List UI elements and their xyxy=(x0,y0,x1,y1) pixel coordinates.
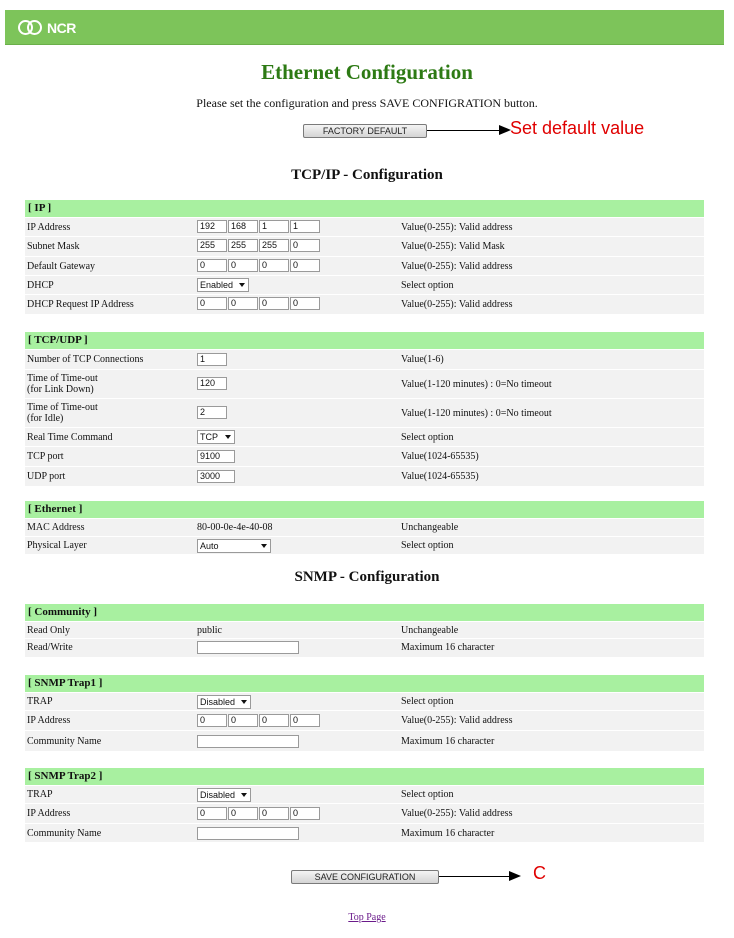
timeout-link-label-line2: (for Link Down) xyxy=(27,384,94,395)
trap1-ip-octet-4[interactable]: 0 xyxy=(290,714,320,727)
save-configuration-button[interactable]: SAVE CONFIGURATION xyxy=(291,870,439,884)
dhcp-select-value: Enabled xyxy=(200,280,234,290)
trap2-trap-value: Disabled xyxy=(200,790,236,800)
trap2-ip-fields xyxy=(197,807,320,820)
read-only-row xyxy=(25,621,704,638)
subnet-mask-octet-1[interactable]: 255 xyxy=(197,239,227,252)
subnet-mask-octet-4[interactable]: 0 xyxy=(290,239,320,252)
default-gateway-octet-1[interactable]: 0 xyxy=(197,259,227,272)
dhcp-desc: Select option xyxy=(401,280,454,291)
trap1-trap-value: Disabled xyxy=(200,697,236,707)
trap1-ip-label: IP Address xyxy=(27,715,71,726)
dhcp-request-label: DHCP Request IP Address xyxy=(27,299,134,310)
subnet-mask-row xyxy=(25,236,704,256)
realtime-command-select[interactable] xyxy=(197,430,235,444)
snmp-section-title: SNMP - Configuration xyxy=(294,569,440,585)
mac-address-value: 80-00-0e-4e-40-08 xyxy=(197,522,273,533)
trap1-community-label: Community Name xyxy=(27,736,102,747)
top-page-link[interactable]: Top Page xyxy=(348,912,386,923)
timeout-link-label xyxy=(27,373,98,395)
community-group-header: [ Community ] xyxy=(25,604,704,621)
timeout-idle-input[interactable]: 2 xyxy=(197,406,227,419)
trap1-trap-desc: Select option xyxy=(401,696,454,707)
trap1-trap-label: TRAP xyxy=(27,696,53,707)
tcpudp-group-header: [ TCP/UDP ] xyxy=(25,332,704,349)
ncr-logo-mark-icon xyxy=(18,19,44,37)
timeout-link-label-line1: Time of Time-out xyxy=(27,373,98,384)
snmp-trap2-group-header: [ SNMP Trap2 ] xyxy=(25,768,704,785)
ip-group xyxy=(25,200,704,314)
trap1-ip-octet-3[interactable]: 0 xyxy=(259,714,289,727)
udp-port-input[interactable]: 3000 xyxy=(197,470,235,483)
realtime-command-desc: Select option xyxy=(401,432,454,443)
trap2-ip-row xyxy=(25,803,704,823)
dhcp-request-desc: Value(0-255): Valid address xyxy=(401,299,513,310)
ncr-logo xyxy=(18,18,76,38)
trap2-ip-label: IP Address xyxy=(27,808,71,819)
trap2-ip-desc: Value(0-255): Valid address xyxy=(401,808,513,819)
read-write-label: Read/Write xyxy=(27,642,73,653)
chevron-down-icon xyxy=(225,435,231,439)
subnet-mask-octet-3[interactable]: 255 xyxy=(259,239,289,252)
default-gateway-fields xyxy=(197,259,320,272)
timeout-link-row xyxy=(25,369,704,398)
read-only-label: Read Only xyxy=(27,625,71,636)
tcp-port-label: TCP port xyxy=(27,451,64,462)
subnet-mask-label: Subnet Mask xyxy=(27,241,80,252)
ip-address-octet-3[interactable]: 1 xyxy=(259,220,289,233)
udp-port-label: UDP port xyxy=(27,471,66,482)
trap1-ip-octet-2[interactable]: 0 xyxy=(228,714,258,727)
ip-address-label: IP Address xyxy=(27,222,71,233)
timeout-idle-label xyxy=(27,402,98,424)
snmp-trap1-group xyxy=(25,675,704,751)
trap1-community-desc: Maximum 16 character xyxy=(401,736,495,747)
factory-default-button[interactable]: FACTORY DEFAULT xyxy=(303,124,427,138)
annotation-arrowhead-icon xyxy=(509,871,521,881)
trap2-trap-select[interactable] xyxy=(197,788,251,802)
dhcp-label: DHCP xyxy=(27,280,54,291)
trap1-trap-select[interactable] xyxy=(197,695,251,709)
ip-address-fields xyxy=(197,220,320,233)
read-only-desc: Unchangeable xyxy=(401,625,459,636)
mac-address-label: MAC Address xyxy=(27,522,85,533)
dhcp-request-row xyxy=(25,294,704,314)
chevron-down-icon xyxy=(261,544,267,548)
ethernet-group-header: [ Ethernet ] xyxy=(25,501,704,518)
tcp-port-input[interactable]: 9100 xyxy=(197,450,235,463)
subnet-mask-fields xyxy=(197,239,320,252)
header-bar xyxy=(5,10,724,45)
instructions-text: Please set the configuration and press SAVE CONFIGRATION button. xyxy=(196,96,538,110)
timeout-link-input[interactable]: 120 xyxy=(197,377,227,390)
chevron-down-icon xyxy=(239,283,245,287)
tcp-connections-label: Number of TCP Connections xyxy=(27,354,144,365)
tcp-connections-input[interactable]: 1 xyxy=(197,353,227,366)
trap1-community-input[interactable] xyxy=(197,735,299,748)
ip-address-row xyxy=(25,217,704,236)
default-gateway-octet-2[interactable]: 0 xyxy=(228,259,258,272)
default-gateway-octet-4[interactable]: 0 xyxy=(290,259,320,272)
dhcp-request-octet-1[interactable]: 0 xyxy=(197,297,227,310)
ncr-logo-text: NCR xyxy=(47,20,76,36)
dhcp-request-octet-4[interactable]: 0 xyxy=(290,297,320,310)
trap1-ip-fields xyxy=(197,714,320,727)
snmp-trap2-group xyxy=(25,768,704,842)
tcp-connections-desc: Value(1-6) xyxy=(401,354,444,365)
timeout-idle-desc: Value(1-120 minutes) : 0=No timeout xyxy=(401,408,552,419)
physical-layer-row xyxy=(25,536,704,554)
trap1-trap-row xyxy=(25,692,704,710)
ip-address-desc: Value(0-255): Valid address xyxy=(401,222,513,233)
trap1-community-row xyxy=(25,730,704,751)
dhcp-request-octet-3[interactable]: 0 xyxy=(259,297,289,310)
timeout-idle-label-line2: (for Idle) xyxy=(27,413,64,424)
annotation-arrow xyxy=(439,876,511,877)
trap2-trap-desc: Select option xyxy=(401,789,454,800)
community-group xyxy=(25,604,704,657)
mac-address-row xyxy=(25,518,704,536)
default-gateway-row xyxy=(25,256,704,275)
timeout-link-desc: Value(1-120 minutes) : 0=No timeout xyxy=(401,379,552,390)
ip-address-octet-1[interactable]: 192 xyxy=(197,220,227,233)
trap2-ip-octet-2[interactable]: 0 xyxy=(228,807,258,820)
udp-port-row xyxy=(25,466,704,486)
save-configuration-note: C xyxy=(533,863,546,883)
dhcp-select[interactable] xyxy=(197,278,249,292)
timeout-idle-label-line1: Time of Time-out xyxy=(27,402,98,413)
trap2-ip-octet-4[interactable]: 0 xyxy=(290,807,320,820)
ip-address-octet-2[interactable]: 168 xyxy=(228,220,258,233)
trap2-ip-octet-3[interactable]: 0 xyxy=(259,807,289,820)
trap2-community-input[interactable] xyxy=(197,827,299,840)
default-gateway-octet-3[interactable]: 0 xyxy=(259,259,289,272)
physical-layer-desc: Select option xyxy=(401,540,454,551)
ip-group-header: [ IP ] xyxy=(25,200,704,217)
physical-layer-label: Physical Layer xyxy=(27,540,87,551)
read-only-value: public xyxy=(197,625,222,636)
realtime-command-label: Real Time Command xyxy=(27,432,113,443)
factory-default-note: Set default value xyxy=(510,118,645,138)
dhcp-row xyxy=(25,275,704,294)
subnet-mask-octet-2[interactable]: 255 xyxy=(228,239,258,252)
ethernet-group xyxy=(25,501,704,554)
tcp-connections-row xyxy=(25,349,704,369)
trap2-community-label: Community Name xyxy=(27,828,102,839)
trap1-ip-octet-1[interactable]: 0 xyxy=(197,714,227,727)
trap1-ip-row xyxy=(25,710,704,730)
chevron-down-icon xyxy=(241,793,247,797)
default-gateway-desc: Value(0-255): Valid address xyxy=(401,261,513,272)
tcp-port-desc: Value(1024-65535) xyxy=(401,451,479,462)
trap2-trap-row xyxy=(25,785,704,803)
trap2-community-row xyxy=(25,823,704,842)
mac-address-desc: Unchangeable xyxy=(401,522,459,533)
read-write-input[interactable] xyxy=(197,641,299,654)
tcpudp-group xyxy=(25,332,704,486)
physical-layer-select[interactable] xyxy=(197,539,271,553)
trap2-community-desc: Maximum 16 character xyxy=(401,828,495,839)
trap1-ip-desc: Value(0-255): Valid address xyxy=(401,715,513,726)
dhcp-request-octet-2[interactable]: 0 xyxy=(228,297,258,310)
chevron-down-icon xyxy=(241,700,247,704)
trap2-ip-octet-1[interactable]: 0 xyxy=(197,807,227,820)
ip-address-octet-4[interactable]: 1 xyxy=(290,220,320,233)
read-write-desc: Maximum 16 character xyxy=(401,642,495,653)
default-gateway-label: Default Gateway xyxy=(27,261,96,272)
annotation-arrow xyxy=(427,130,501,131)
udp-port-desc: Value(1024-65535) xyxy=(401,471,479,482)
timeout-idle-row xyxy=(25,398,704,427)
page-title: Ethernet Configuration xyxy=(261,60,473,84)
physical-layer-value: Auto xyxy=(200,541,219,551)
tcp-port-row xyxy=(25,446,704,466)
trap2-trap-label: TRAP xyxy=(27,789,53,800)
tcpip-section-title: TCP/IP - Configuration xyxy=(291,167,443,183)
realtime-command-value: TCP xyxy=(200,432,218,442)
realtime-command-row xyxy=(25,427,704,446)
subnet-mask-desc: Value(0-255): Valid Mask xyxy=(401,241,505,252)
dhcp-request-fields xyxy=(197,297,320,310)
read-write-row xyxy=(25,638,704,657)
snmp-trap1-group-header: [ SNMP Trap1 ] xyxy=(25,675,704,692)
